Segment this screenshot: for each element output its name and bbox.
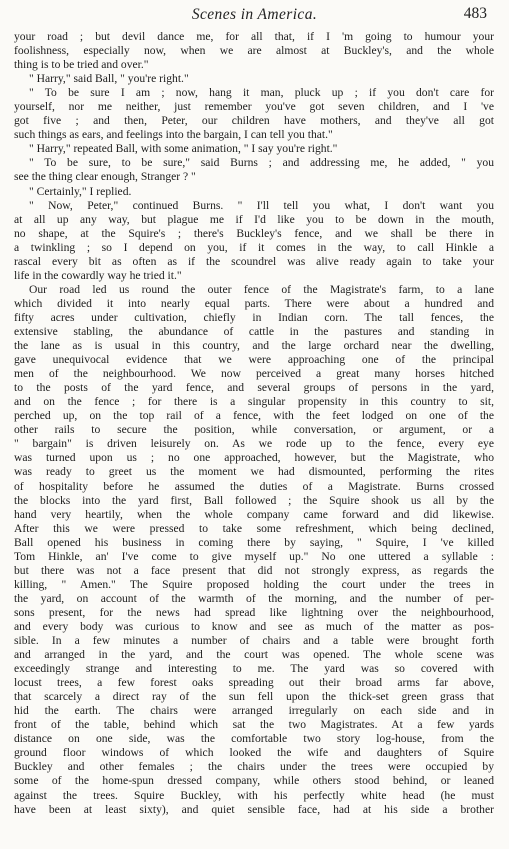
text-line: gave unequivocal evidence that we were approaching one of the principal: [14, 353, 494, 367]
text-line: " bargain" is driven leisurely on. As we rode up to the fence, every eye: [14, 437, 494, 451]
text-line: men of the neighbourhood. We now perceived a great many horses hitched: [14, 367, 494, 381]
text-line: yourself, nor me neither, just remember you've got seven children, and I 've: [14, 100, 494, 114]
text-line: distance on one side, was the comfortable two story log-house, from the: [14, 732, 494, 746]
text-line: Tom Hinkle, an' I've come to give myself up." No one uttered a syllable :: [14, 549, 494, 563]
text-line: that scarcely a direct ray of the sun fell upon the thick-set green grass that: [14, 690, 494, 704]
text-line: see the thing clear enough, Stranger ? ": [14, 170, 196, 184]
text-line: ground floor windows of which looked the wife and daughters of Squire: [14, 746, 494, 760]
text-line: " Harry," repeated Ball, with some animation, " I say you're right.": [29, 142, 338, 156]
text-line: perched up, on the top rail of a fence, with the feet lodged on one of the: [14, 409, 494, 423]
running-title: Scenes in America.: [191, 6, 318, 23]
text-line: Our road led us round the outer fence of the Magistrate's farm, to a lane: [29, 282, 494, 296]
body-text: [14, 30, 494, 840]
text-line: hand very heartily, when the whole company came forward and did likewise.: [14, 507, 494, 521]
text-line: life in the cowardly way he tried it.": [14, 268, 182, 282]
text-line: a twinkling ; so I depend on you, if it comes in the way, to call Hinkle a: [14, 240, 494, 254]
text-line: Ball opened his business in coming there by saying, " Squire, I 've killed: [14, 535, 494, 549]
text-line: no shape, at the Squire's ; there's Buckley's fence, and we shall be there in: [14, 226, 494, 240]
text-line: killing, " Amen." The Squire proposed holding the court under the trees in: [14, 577, 494, 591]
text-line: against the trees. Squire Buckley, with his perfectly white head (he must: [14, 788, 494, 802]
text-line: extensive stabling, the abundance of cattle in the pastures and standing in: [14, 324, 494, 338]
text-line: " To be sure I am ; now, hang it man, pluck up ; if you don't care for: [29, 86, 494, 100]
text-line: other rails to secure the position, while conversation, or argument, or a: [14, 423, 494, 437]
text-line: at all up any way, but plague me if I'd like you to be down in the mouth,: [14, 212, 494, 226]
text-line: such things as ears, and feelings into the bargain, I can tell you that.": [14, 128, 333, 142]
text-line: and arranged in the yard, and the court was opened. The whole scene was: [14, 648, 494, 662]
text-line: which divided it into nearly equal parts. There were about a hundred and: [14, 296, 494, 310]
text-line: " Harry," said Ball, " you're right.": [29, 72, 189, 86]
text-line: exceedingly strange and interesting to me. The yard was so covered with: [14, 662, 494, 676]
text-line: and every body was curious to know and see as much of the matter as pos-: [14, 619, 494, 633]
text-line: was turned upon us ; no one approached, however, but the Magistrate, who: [14, 451, 494, 465]
text-line: hid the earth. The chairs were arranged irregularly on each side and in: [14, 704, 494, 718]
text-line: some of the home-spun dressed company, while others stood behind, or leaned: [14, 774, 494, 788]
page-header: [0, 4, 509, 26]
text-line: the yard, on account of the warmth of the morning, and the number of per-: [14, 591, 494, 605]
text-line: got five ; and then, Peter, our children have mothers, and they've all got: [14, 114, 494, 128]
text-line: sons present, for the news had spread like lightning over the neighbourhood,: [14, 605, 494, 619]
text-line: the blocks into the yard first, Ball followed ; the Squire shook us all by the: [14, 493, 494, 507]
text-line: to the posts of the yard fence, and several groups of persons in the yard,: [14, 381, 494, 395]
page-number: 483: [463, 5, 487, 22]
text-line: " Now, Peter," continued Burns. " I'll tell you what, I don't want you: [29, 198, 494, 212]
text-line: have been at least sixty), and quiet sensible face, had at his side a brother: [14, 802, 494, 816]
text-line: of hospitality before he assumed the duties of a Magistrate. Burns crossed: [14, 479, 494, 493]
text-line: sible. In a few minutes a number of chairs and a table were brought forth: [14, 634, 494, 648]
text-line: foolishness, especially now, when we are almost at Buckley's, and the whole: [14, 44, 494, 58]
text-line: your road ; but devil dance me, for all that, if I 'm going to humour your: [14, 30, 494, 43]
text-line: rascal every bit as often as if the scoundrel was alive ready again to take your: [14, 254, 494, 268]
text-line: was ready to greet us the moment we had dismounted, performing the rites: [14, 465, 494, 479]
text-line: After this we were pressed to take some refreshment, which being declined,: [14, 521, 494, 535]
text-line: front of the table, behind which sat the two Magistrates. At a few yards: [14, 718, 494, 732]
text-line: but there was not a face present that did not strongly express, as regards the: [14, 563, 494, 577]
text-line: and on the fence ; for there is a singular propensity in this country to sit,: [14, 395, 494, 409]
text-line: fifty acres under cultivation, chiefly in Indian corn. The tall fences, the: [14, 310, 494, 324]
text-line: " To be sure, to be sure," said Burns ; and addressing me, he added, " you: [29, 156, 494, 170]
text-line: " Certainly," I replied.: [29, 184, 132, 198]
text-line: the lane as is usual in this country, and the large orchard near the dwelling,: [14, 339, 494, 353]
text-line: locust trees, a few forest oaks spreading out their broad arms far above,: [14, 676, 494, 690]
text-line: Buckley and other females ; the chairs under the trees were occupied by: [14, 760, 494, 774]
text-line: thing is to be tried and over.": [14, 58, 149, 72]
